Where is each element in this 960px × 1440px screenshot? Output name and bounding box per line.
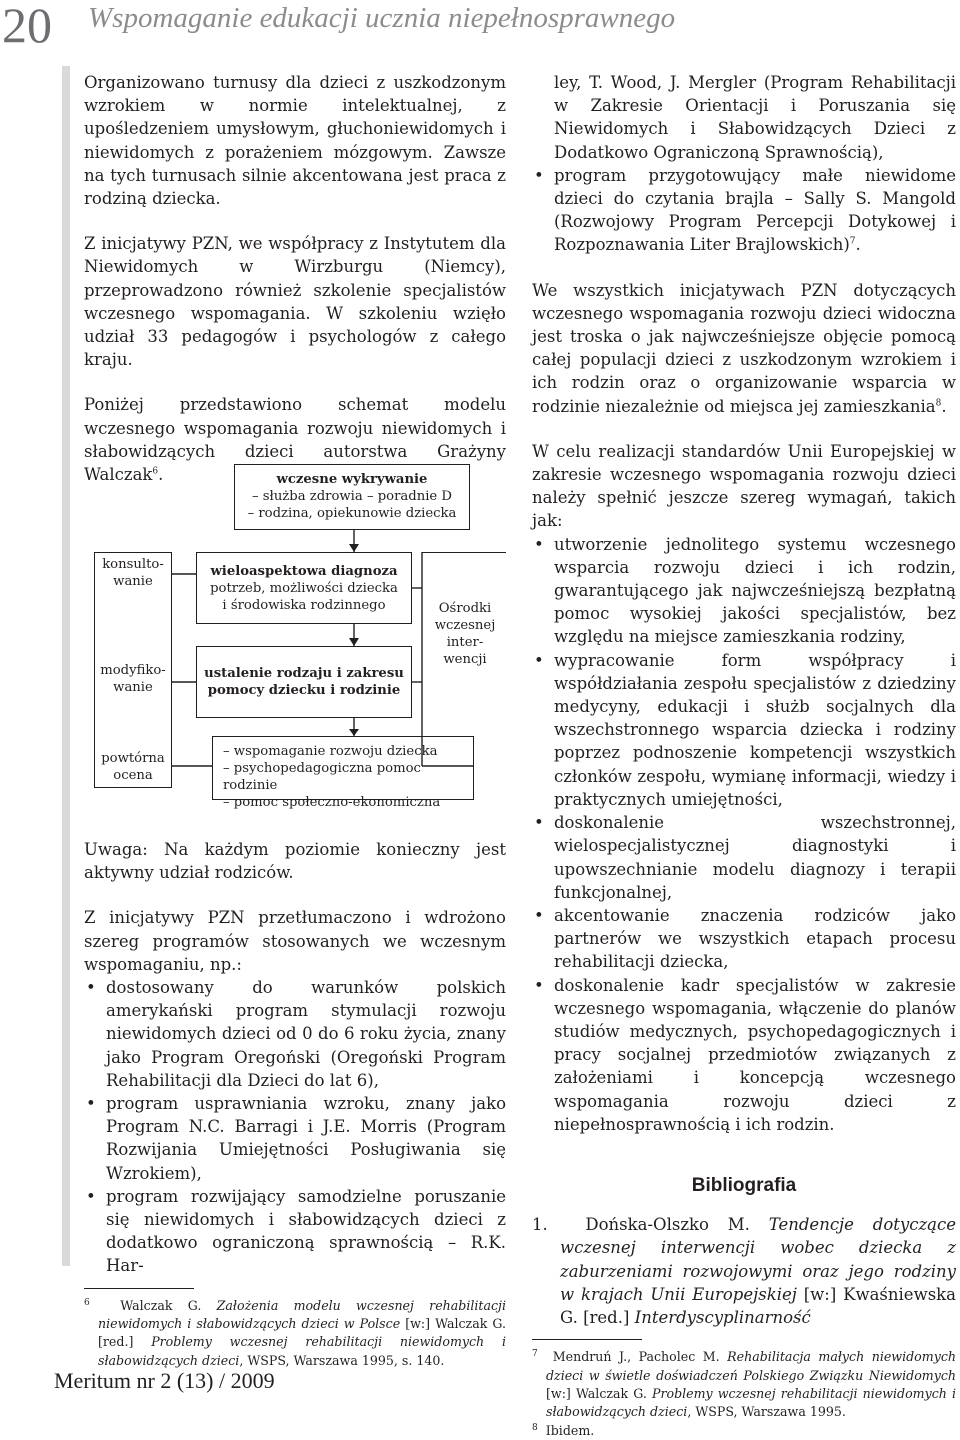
diagram-side-reeval: powtórna ocena (101, 751, 165, 783)
left-column (84, 71, 506, 486)
diagram-right-bracket (422, 552, 506, 553)
left-column-lower (84, 838, 506, 1370)
page-number: 20 (2, 0, 52, 53)
right-column (532, 71, 956, 1440)
arrow-head (349, 638, 359, 646)
footnote-separator (84, 1288, 194, 1289)
arrow-head (349, 729, 359, 736)
footnote-ref[interactable]: 8 (935, 398, 942, 409)
program-list-cont (532, 164, 956, 257)
diagram-intervention-centers: Ośrodki wczesnej inter-wencji (434, 601, 496, 667)
diagram-box-support: – wspomaganie rozwoju dziecka – psychopedagogiczna pomoc rodzinie – pomoc społeczno-ekonomiczna (212, 736, 474, 800)
footnote-8: $^8$ Ibidem. (532, 1422, 595, 1438)
footnote-ref[interactable]: 7 (849, 236, 856, 247)
list-item: • doskonalenie wszechstronnej, wielospecjalistycznej diagnostyki i upowszechnianie modelu diagnozy i terapii funkcjonalnej, (532, 811, 956, 904)
paragraph: Z inicjatywy PZN przetłumaczono i wdrożono szereg programów stosowanych we wczesnym wspomaganiu, np.: (84, 908, 506, 974)
journal-footer: Meritum nr 2 (13) / 2009 (54, 1368, 275, 1393)
paragraph: Poniżej przedstawiono schemat modelu wczesnego wspomagania rozwoju niewidomych i słabowidzących dzieci autorstwa Grażyny Walczak$^6$. (84, 395, 506, 485)
diagram-side-consult: konsulto-wanie (102, 557, 164, 589)
paragraph: Organizowano turnusy dla dzieci z uszkodzonym wzrokiem w normie intelektualnej, z upośledzeniem umysłowym, głuchoniewidomych i niewidomych z porażeniem mózgowym. Zawsze na tych turnusach silnie akcentowana jest praca z rodziną dziecka. (84, 73, 506, 209)
bibliography-heading: Bibliografia (691, 1174, 797, 1196)
list-item: • program usprawniania wzroku, znany jako Program N.C. Barragi i J.E. Morris (Program Rozwijania Umiejętności Posługiwania się Wzrokiem), (84, 1092, 506, 1185)
footnote-7: $^7$ Mendruń J., Pacholec M. Rehabilitacja małych niewidomych dzieci w świetle doświadczeń Polskiego Związku Niewidomych [w:] Walczak G. Problemy wczesnej rehabilitacji niewidomych i słabowidzących dzieci, WSPS, Warszawa 1995. (532, 1348, 957, 1420)
diagram-box-early-detection: wczesne wykrywanie – służba zdrowia – poradnie D – rodzina, opiekunowie dziecka (234, 464, 470, 530)
diagram-box-help-scope: ustalenie rodzaju i zakresu pomocy dziecku i rodzinie (196, 646, 412, 718)
running-header-title: Wspomaganie edukacji ucznia niepełnosprawnego (88, 2, 676, 34)
diagram-box-title: wieloaspektowa diagnoza (210, 564, 398, 579)
arrow-head (349, 544, 359, 552)
list-item-continued: ley, T. Wood, J. Mergler (Program Rehabilitacji w Zakresie Orientacji i Poruszania się Niewidomych i Słabowidzących Dzieci z Dodatkowo Ograniczoną Sprawnością), (554, 73, 956, 162)
list-item: • akcentowanie znaczenia rodziców jako partnerów we wszystkich etapach procesu rehabilitacji dziecka, (532, 904, 956, 974)
early-support-model-diagram (84, 454, 504, 814)
diagram-box-title: wczesne wykrywanie (276, 472, 428, 487)
program-list (84, 976, 506, 1278)
list-item: • program przygotowujący małe niewidome dzieci do czytania brajla – Sally S. Mangold (Rozwojowy Program Percepcji Dotykowej i Rozpoznawania Liter Brajlowskich)$^7$. (532, 164, 956, 257)
paragraph: We wszystkich inicjatywach PZN dotyczących wczesnego wspomagania rozwoju dzieci widoczna jest troska o jak najwcześniejsze objęcie pomocą całej populacji dzieci z uszkodzonym wzrokiem i ich rodzin oraz o organizowanie wsparcia w rodzinie niezależnie od miejsca jej zamieszkania$^8$. (532, 280, 956, 416)
footnote-6: $^6$ Walczak G. Założenia modelu wczesnej rehabilitacji niewidomych i słabowidzących dzieci w Polsce [w:] Walczak G. [red.] Problemy wczesnej rehabilitacji niewidomych i słabowidzących dzieci, WSPS, Warszawa 1995, s. 140. (84, 1297, 506, 1368)
list-item: • wypracowanie form współpracy i współdziałania zespołu specjalistów z dziedziny medycyny, edukacji i służb socjalnych dla wszechstronnego wsparcia dziecka i rodziny poprzez podnoszenie kompetencji wszystkich członków zespołu, wymianę informacji, wiedzy i praktycznych umiejętności, (532, 649, 956, 811)
list-item: • program rozwijający samodzielne poruszanie się niewidomych i słabowidzących dzieci z dodatkowo ograniczoną sprawnością – R.K. Har- (84, 1185, 506, 1278)
paragraph: W celu realizacji standardów Unii Europejskiej w zakresie wczesnego wspomagania rozwoju dzieci należy spełnić jeszcze szereg wymagań, takich jak: (532, 441, 956, 531)
list-item: • doskonalenie kadr specjalistów w zakresie wczesnego wspomagania, włączenie do planów studiów medycznych, psychopedagogicznych i pracy socjalnej przedmiotów związanych z założeniami i koncepcją wczesnego wspomagania rozwoju dzieci z niepełnosprawnością i ich rodzin. (532, 974, 956, 1136)
parent-note: Uwaga: Na każdym poziomie konieczny jest aktywny udział rodziców. (84, 840, 506, 883)
list-item: • utworzenie jednolitego systemu wczesnego wsparcia rozwoju dzieci i ich rodzin, gwarantującego jak najwcześniejszą bezpłatną pomoc wysokiej jakości specjalistów, bez względu na miejsce zamieszkania rodziny, (532, 533, 956, 649)
decorative-margin-bar (62, 66, 70, 1266)
list-item: • dostosowany do warunków polskich amerykański program stymulacji rozwoju niewidomych dzieci od 0 do 6 roku życia, znany jako Program Oregoński (Oregoński Program Rehabilitacji dla Dzieci do lat 6), (84, 976, 506, 1092)
footnote-ref[interactable]: 6 (152, 466, 159, 477)
diagram-side-modify: modyfiko-wanie (100, 663, 166, 695)
diagram-box-diagnosis: wieloaspektowa diagnoza potrzeb, możliwości dziecka i środowiska rodzinnego (196, 552, 412, 624)
footnote-separator (532, 1339, 642, 1340)
paragraph: Z inicjatywy PZN, we współpracy z Instytutem dla Niewidomych w Wirzburgu (Niemcy), przeprowadzono również szkolenie specjalistów wczesnego wspomagania. W szkoleniu wzięło udział 33 pedagogów i psychologów z całego kraju. (84, 234, 506, 370)
bibliography-entry: 1. Dońska-Olszko M. Tendencje dotyczące wczesnej interwencji wobec dziecka z zaburzeniami rozwojowymi oraz jego rodziny w krajach Unii Europejskiej [w:] Kwaśniewska G. [red.] Interdyscyplinarność (532, 1215, 956, 1327)
eu-requirements-list (532, 533, 956, 1136)
